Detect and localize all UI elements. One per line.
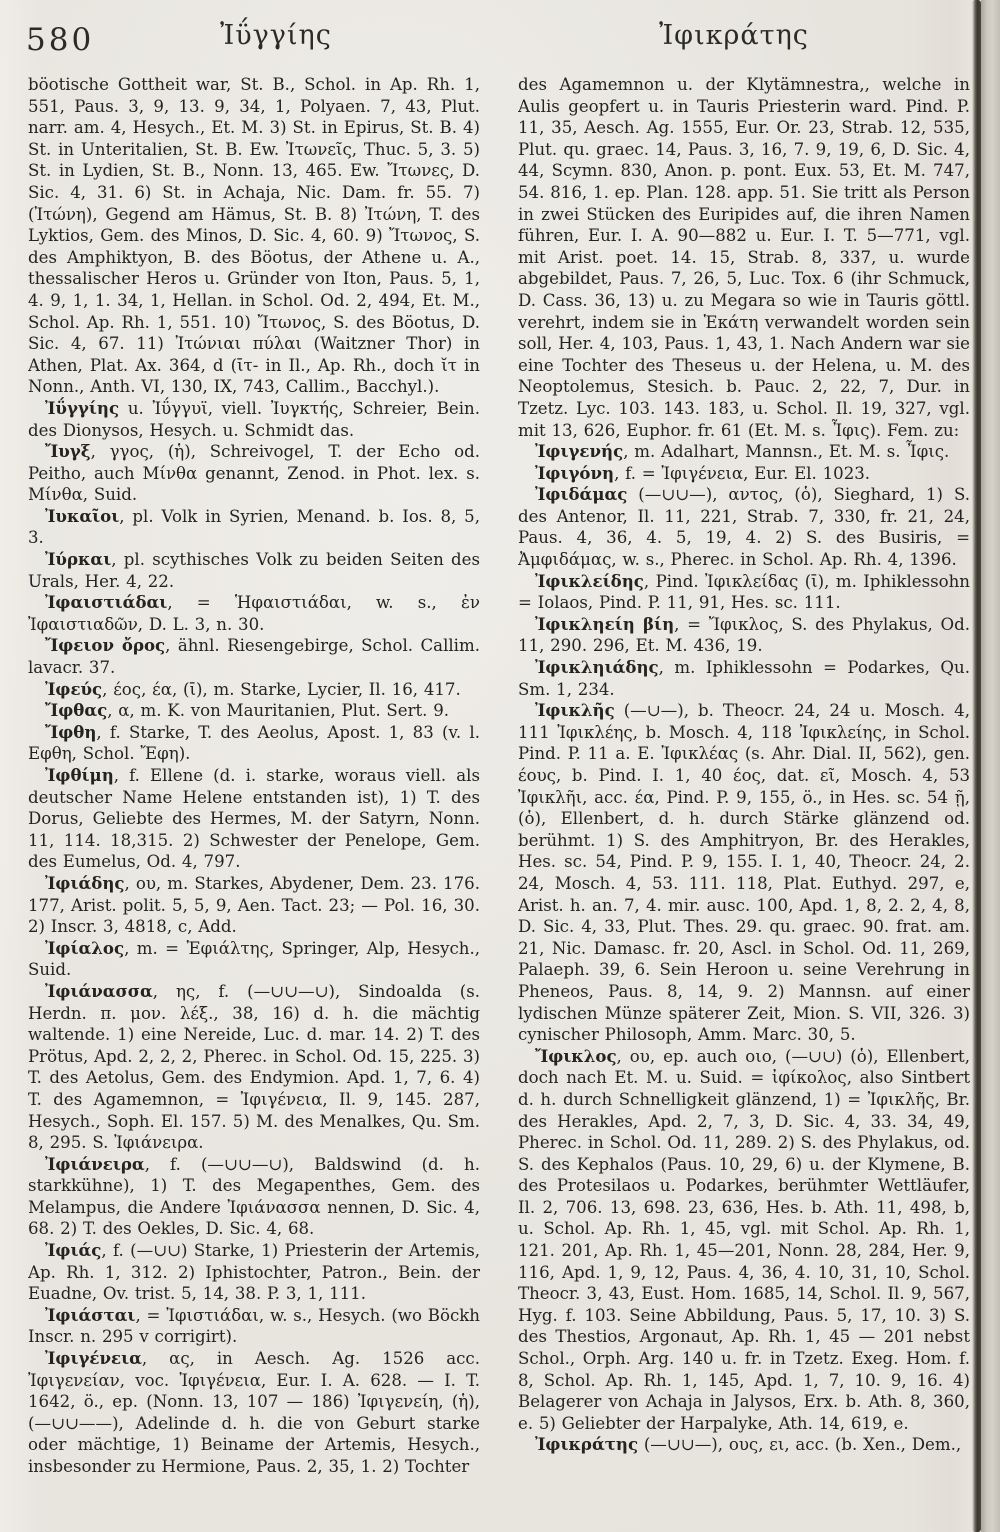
- dictionary-entry: Ἰύρκαι, pl. scythisches Volk zu beiden Seiten des Urals, Her. 4, 22.: [28, 549, 480, 591]
- entry-headword: Ἴφειον ὄρος: [45, 635, 166, 656]
- dictionary-entry: Ἴφικλος, ου, ep. auch οιο, (—∪∪) (ὁ), Ellenbert, doch nach Et. M. u. Suid. = ἰφίκολος, also Sintbert d. h. durch Schnelligkeit glänzend, 1) = Ἰφικλῆς, Br. des Herakles, Apd. 2, 7, 3, D. Sic. 4, 33. 34, 49, Pherec. in Schol. Od. 11, 289. 2) S. des Phylakus, od. S. des Kephalos (Paus. 10, 29, 6) u. der Klymene, B. des Protesilaos u. Podarkes, berühmter Wettläufer, Il. 2, 706. 13, 698. 23, 636, Hes. b. Ath. 11, 498, b, u. Schol. Ap. Rh. 1, 45, vgl. mit Schol. Ap. Rh. 1, 121. 201, Ap. Rh. 1, 45—201, Nonn. 28, 284, Her. 9, 116, Apd. 1, 9, 12, Paus. 4, 36, 4. 10, 31, 10, Schol. Theocr. 3, 43, Eust. Hom. 1685, 14, Schol. Il. 9, 567, Hyg. f. 103. Seine Abbildung, Paus. 5, 17, 10. 3) S. des Thestios, Argonaut, Ap. Rh. 1, 45 — 201 nebst Schol., Orph. Arg. 140 u. fr. in Tzetz. Exeg. Hom. f. 8, Schol. Ap. Rh. 1, 145, Apd. 1, 7, 10. 9, 16. 4) Belagerer von Achaja in Jalysos, Erx. b. Ath. 8, 360, e. 5) Geliebter der Harpalyke, Ath. 14, 619, e.: [518, 1045, 970, 1433]
- entry-headword: Ἰφικλῆς: [535, 700, 615, 721]
- dictionary-entry: Ἰΰγγίης u. Ἰΰγγυϊ, viell. Ἰυγκτής, Schreier, Bein. des Dionysos, Hesych. u. Schmidt das.: [28, 397, 480, 440]
- left-column: [28, 74, 480, 1532]
- adjacent-page-edge: [981, 0, 1000, 1532]
- entry-headword: Ἰφιάνειρα: [45, 1153, 145, 1174]
- dictionary-entry: Ἰφιγενής, m. Adalhart, Mannsn., Et. M. s. Ἶφις.: [535, 441, 950, 462]
- entry-headword: Ἰφιάς: [45, 1240, 102, 1261]
- page-edge-shadow: [972, 0, 981, 1532]
- entry-headword: Ἰφικράτης: [535, 1434, 639, 1455]
- entry-headword: Ἰφίαλος: [45, 937, 125, 958]
- dictionary-entry: Ἰφιάνασσα, ης, f. (—∪∪—∪), Sindoalda (s. Herdn. π. μον. λέξ., 38, 16) d. h. die mächtig waltende. 1) eine Nereide, Luc. d. mar. 14. 2) T. des Prötus, Apd. 2, 2, 2, Pherec. in Schol. Od. 15, 225. 3) T. des Aetolus, Gem. des Endymion. Apd. 1, 7, 6. 4) T. des Agamemnon, = Ἰφιγένεια, Il. 9, 145. 287, Hesych., Soph. El. 157. 5) M. des Menalkes, Qu. Sm. 8, 295. S. Ἰφιάνειρα.: [28, 980, 480, 1153]
- dictionary-entry: Ἰφιάνειρα, f. (—∪∪—∪), Baldswind (d. h. starkkühne), 1) T. des Megapenthes, Gem. des Melampus, die Andere Ἰφιάνασσα nennen, D. Sic. 4, 68. 2) T. des Oekles, D. Sic. 4, 68.: [28, 1153, 480, 1239]
- dictionary-entry: Ἰφιάδης, ου, m. Starkes, Abydener, Dem. 23. 176. 177, Arist. polit. 5, 5, 9, Aen. Tact. 23; — Pol. 16, 30. 2) Inscr. 3, 4818, c, Add.: [28, 872, 480, 937]
- dictionary-entry: Ἴφθας, α, m. K. von Mauritanien, Plut. Sert. 9.: [45, 700, 450, 721]
- entry-headword: Ἴφικλος: [535, 1045, 617, 1066]
- dictionary-entry: Ἰφιγένεια, ας, in Aesch. Ag. 1526 acc. Ἰφιγενείαν, voc. Ἰφιγένεια, Eur. I. A. 628. — I. T. 1642, ö., ep. (Nonn. 13, 107 — 186) Ἰφιγενείη, (ἡ), (—∪∪——), Adelinde d. h. die von Geburt starke oder mächtige, 1) Beiname der Artemis, Hesych., insbesonder zu Hermione, Paus. 2, 35, 1. 2) Tochter: [28, 1348, 480, 1476]
- entry-headword: Ἰΰγγίης: [45, 397, 120, 418]
- dictionary-entry: Ἰφικληιάδης, m. Iphiklessohn = Podarkes, Qu. Sm. 1, 234.: [518, 657, 970, 699]
- entry-headword: Ἰφιάσται: [45, 1304, 136, 1325]
- entry-headword: Ἰυκαῖοι: [45, 505, 120, 526]
- dictionary-entry: Ἰφεύς, έος, έα, (ῑ), m. Starke, Lycier, Il. 16, 417.: [45, 678, 461, 699]
- text-columns: [0, 74, 972, 1532]
- dictionary-entry: Ἴφειον ὄρος, ähnl. Riesengebirge, Schol. Callim. lavacr. 37.: [28, 635, 480, 678]
- dictionary-entry: Ἰφικράτης (—∪∪—), ους, ει, acc. (b. Xen., Dem.,: [535, 1434, 962, 1455]
- entry-headword: Ἰφθίμη: [45, 765, 114, 785]
- dictionary-entry: Ἰφθίμη, f. Ellene (d. i. starke, woraus viell. als deutscher Name Helene entstanden ist), 1) T. des Dorus, Geliebte des Hermes, M. der Satyrn, Nonn. 11, 114. 18,315. 2) Schwester der Penelope, Gem. des Eumelus, Od. 4, 797.: [28, 765, 480, 872]
- entry-headword: Ἰφαιστιάδαι: [45, 592, 168, 613]
- dictionary-entry: Ἰυκαῖοι, pl. Volk in Syrien, Menand. b. Ios. 8, 5, 3.: [28, 505, 480, 548]
- entry-headword: Ἰφιγόνη: [535, 462, 615, 483]
- dictionary-entry: Ἰφικληείη βίη, = Ἴφικλος, S. des Phylakus, Od. 11, 290. 296, Et. M. 436, 19.: [518, 613, 970, 656]
- entry-headword: Ἰφιάνασσα: [45, 980, 153, 1001]
- entry-headword: Ἰφιγένεια: [45, 1348, 142, 1369]
- dictionary-entry: Ἰφιγόνη, f. = Ἰφιγένεια, Eur. El. 1023.: [535, 462, 871, 483]
- entry-headword: Ἰύρκαι: [45, 549, 112, 570]
- entry-headword: Ἰφικληείη βίη: [535, 613, 675, 634]
- entry-headword: Ἰφικληιάδης: [535, 657, 659, 678]
- dictionary-entry: Ἰφαιστιάδαι, = Ἡφαιστιάδαι, w. s., ἐν Ἰφαιστιαδῶν, D. L. 3, n. 30.: [28, 592, 480, 634]
- entry-headword: Ἴυγξ: [45, 441, 91, 462]
- page-header: [0, 0, 972, 70]
- dictionary-entry: Ἰφιδάμας (—∪∪—), αντος, (ὁ), Sieghard, 1) S. des Antenor, Il. 11, 221, Strab. 7, 330, fr. 21, 24, Paus. 4, 36, 4. 5, 19, 4. 2) S. des Busiris, = Ἀμφιδάμας, w. s., Pherec. in Schol. Ap. Rh. 4, 1396.: [518, 484, 970, 570]
- entry-headword: Ἰφιδάμας: [535, 484, 628, 505]
- page-number: 580: [26, 22, 95, 58]
- continuation-paragraph: des Agamemnon u. der Klytämnestra,, welche in Aulis geopfert u. in Tauris Priesterin ward. Pind. P. 11, 35, Aesch. Ag. 1555, Eur. Or. 23, Strab. 12, 535, Plut. qu. graec. 14, Paus. 3, 16, 7. 9, 19, 6, D. Sic. 4, 44, Scymn. 830, Anon. p. pont. Eux. 53, Et. M. 747, 54. 816, 1. ep. Plan. 128. app. 51. Sie tritt als Person in zwei Stücken des Euripides auf, die ihren Namen führen, Eur. I. A. 90—882 u. Eur. I. T. 5—771, vgl. mit Arist. poet. 14. 15, Strab. 8, 337, u. wurde abgebildet, Paus. 7, 26, 5, Luc. Tox. 6 (ihr Schmuck, D. Cass. 36, 13) u. zu Megara so wie in Tauris göttl. verehrt, indem sie in Ἑκάτη verwandelt worden sein soll, Her. 4, 103, Paus. 1, 43, 1. Nach Andern war sie eine Tochter des Theseus u. der Helena, u. M. des Neoptolemus, Stesich. b. Pauc. 2, 22, 7, Dur. in Tzetz. Lyc. 103. 143. 183, u. Schol. Il. 19, 327, vgl. mit 13, 626, Euphor. fr. 61 (Et. M. s. Ἶφις). Fem. zu:: [518, 75, 970, 440]
- dictionary-entry: Ἴυγξ, γγος, (ἡ), Schreivogel, T. der Echo od. Peitho, auch Μίνθα genannt, Zenod. in Phot. lex. s. Μίνθα, Suid.: [28, 441, 480, 505]
- entry-headword: Ἰφικλείδης: [535, 570, 644, 591]
- continuation-paragraph: böotische Gottheit war, St. B., Schol. in Ap. Rh. 1, 551, Paus. 3, 9, 13. 9, 34, 1, Polyaen. 7, 43, Plut. narr. am. 4, Hesych., Et. M. 3) St. in Epirus, St. B. 4) St. in Unteritalien, St. B. Ew. Ἰτωνεῖς, Thuc. 5, 3. 5) St. in Lydien, St. B., Nonn. 13, 465. Ew. Ἴτωνες, D. Sic. 4, 31. 6) St. in Achaja, Nic. Dam. fr. 55. 7) (Ἰτώνη), Gegend am Hämus, St. B. 8) Ἰτώνη, T. des Lyktios, Gem. des Minos, D. Sic. 4, 60. 9) Ἴτωνος, S. des Amphiktyon, B. des Böotus, der Athene u. A., thessalischer Heros u. Gründer von Iton, Paus. 5, 1, 4. 9, 1, 1. 34, 1, Hellan. in Schol. Od. 2, 494, Et. M., Schol. Ap. Rh. 1, 551. 10) Ἴτωνος, S. des Böotus, D. Sic. 4, 67. 11) Ἰτώνιαι πύλαι (Waitzner Thor) in Athen, Plat. Ax. 364, d (ῑτ- in Il., Ap. Rh., doch ῐτ in Nonn., Anth. VI, 130, IX, 743, Callim., Bacchyl.).: [28, 75, 480, 397]
- dictionary-entry: Ἴφθη, f. Starke, T. des Aeolus, Apost. 1, 83 (v. l. Εφθη, Schol. Ἔφη).: [28, 721, 480, 764]
- entry-headword: Ἴφθη: [45, 721, 97, 742]
- dictionary-entry: Ἰφίαλος, m. = Ἐφιάλτης, Springer, Alp, Hesych., Suid.: [28, 937, 480, 980]
- left-running-head: Ἰΰγγίης: [220, 20, 332, 51]
- entry-headword: Ἰφιάδης: [45, 872, 125, 893]
- entry-headword: Ἰφιγενής: [535, 441, 624, 462]
- dictionary-entry: Ἰφιάσται, = Ἰφιστιάδαι, w. s., Hesych. (wo Böckh Inscr. n. 295 v corrigirt).: [28, 1304, 480, 1347]
- right-column: [518, 74, 970, 1532]
- entry-headword: Ἰφεύς: [45, 678, 103, 699]
- dictionary-entry: Ἰφιάς, f. (—∪∪) Starke, 1) Priesterin der Artemis, Ap. Rh. 1, 312. 2) Iphistochter, Patron., Bein. der Euadne, Ov. trist. 5, 14, 38. P. 3, 1, 111.: [28, 1240, 480, 1304]
- dictionary-entry: Ἰφικλῆς (—∪—), b. Theocr. 24, 24 u. Mosch. 4, 111 Ἰφικλέης, b. Mosch. 4, 118 Ἰφικλείης, in Schol. Pind. P. 11 a. E. Ἰφικλέας (s. Ahr. Dial. II, 562), gen. έους, b. Pind. I. 1, 40 έος, dat. εῖ, Mosch. 4, 53 Ἰφικλῆι, acc. έα, Pind. P. 9, 155, ö., in Hes. sc. 54 ῇ, (ὁ), Ellenbert, d. h. durch Stärke glänzend od. berühmt. 1) S. des Amphitryon, Br. des Herakles, Hes. sc. 54, Pind. P. 9, 155. I. 1, 40, Theocr. 24, 2. 24, Mosch. 4, 53. 111. 118, Plat. Euthyd. 297, e, Arist. h. an. 7, 4. mir. ausc. 100, Apd. 1, 8, 2. 2, 4, 8, D. Sic. 4, 33, Plut. Thes. 29. qu. graec. 90. frat. am. 21, Nic. Damasc. fr. 20, Ascl. in Schol. Od. 11, 269, Palaeph. 39, 6. Sein Heroon u. seine Verehrung in Pheneos, Paus. 8, 14, 9. 2) Mannsn. auf einer lydischen Münze späterer Zeit, Mion. S. VII, 326. 3) cynischer Philosoph, Amm. Marc. 30, 5.: [518, 700, 970, 1045]
- dictionary-entry: Ἰφικλείδης, Pind. Ἰφικλείδας (ῑ), m. Iphiklessohn = Iolaos, Pind. P. 11, 91, Hes. sc. 111.: [518, 570, 970, 613]
- right-running-head: Ἰφικράτης: [659, 20, 809, 51]
- entry-headword: Ἴφθας: [45, 700, 108, 721]
